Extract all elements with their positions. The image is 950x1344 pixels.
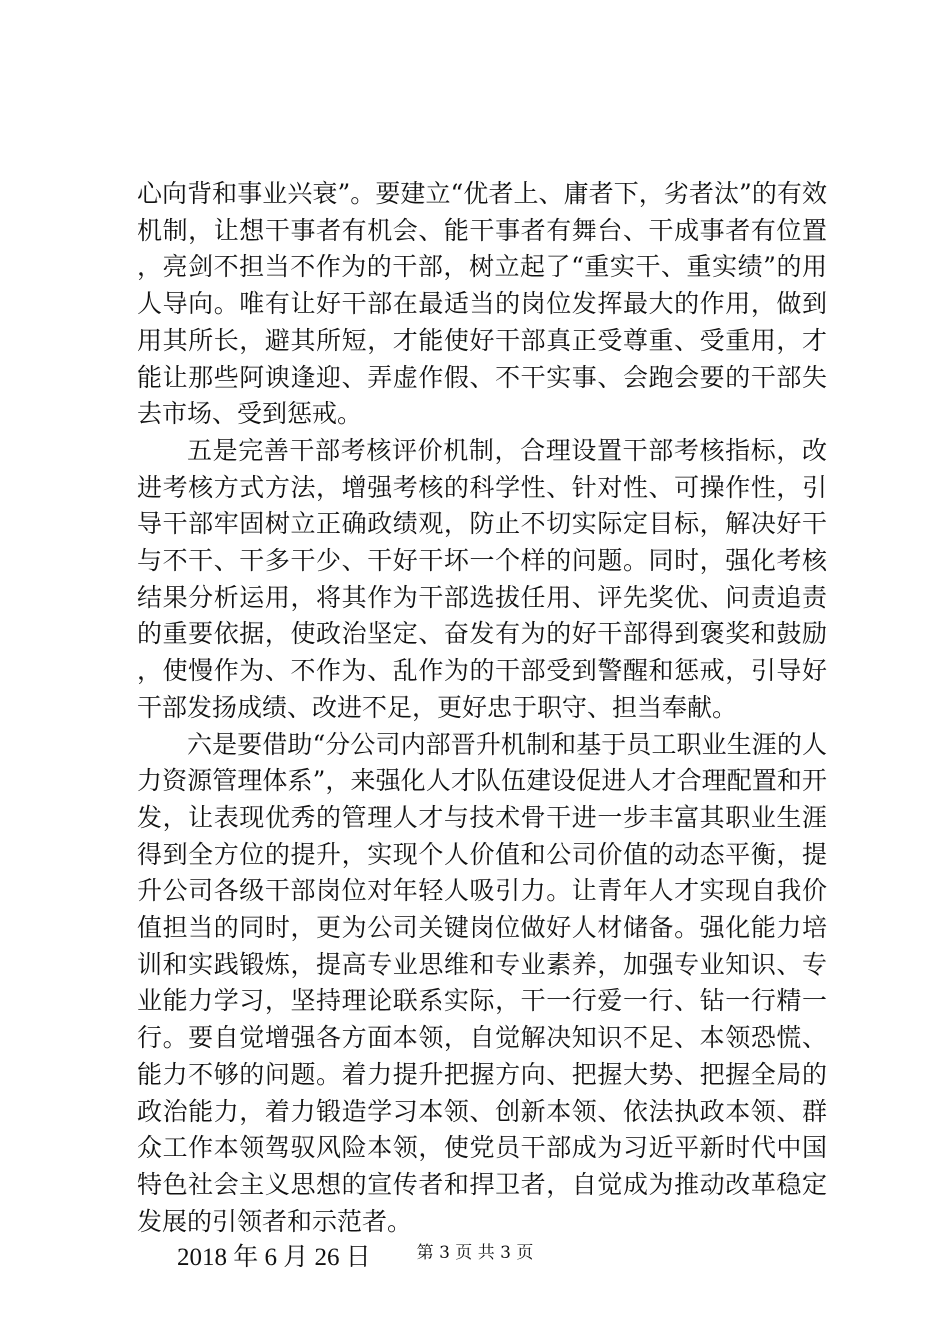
document-body bbox=[137, 176, 827, 1277]
page-footer: 第 3 页 共 3 页 bbox=[416, 1243, 534, 1263]
paragraph-continuation: 心向背和事业兴衰”。要建立“优者上、庸者下，劣者汰”的有效机制，让想干事者有机会、能干事者有舞台、干成事者有位置，亮剑不担当不作为的干部，树立起了“重实干、重实绩”的用人导向。唯有让好干部在最适当的岗位发挥最大的作用，做到用其所长，避其所短，才能使好干部真正受尊重、受重用，才能让那些阿谀逢迎、弄虚作假、不干实事、会跑会要的干部失去市场、受到惩戒。 bbox=[137, 179, 827, 429]
document-date: 2018 年 6 月 26 日 bbox=[177, 1244, 371, 1272]
paragraph-point-six: 六是要借助“分公司内部晋升机制和基于员工职业生涯的人力资源管理体系”，来强化人才队伍建设促进人才合理配置和开发，让表现优秀的管理人才与技术骨干进一步丰富其职业生涯得到全方位的提升，实现个人价值和公司价值的动态平衡，提升公司各级干部岗位对年轻人吸引力。让青年人才实现自我价值担当的同时，更为公司关键岗位做好人材储备。强化能力培训和实践锻炼，提高专业思维和专业素养，加强专业知识、专业能力学习，坚持理论联系实际，干一行爱一行、钻一行精一行。要自觉增强各方面本领，自觉解决知识不足、本领恐慌、能力不够的问题。着力提升把握方向、把握大势、把握全局的政治能力，着力锻造学习本领、创新本领、依法执政本领、群众工作本领驾驭风险本领，使党员干部成为习近平新时代中国特色社会主义思想的宣传者和捍卫者，自觉成为推动改革稳定发展的引领者和示范者。 bbox=[137, 729, 827, 1236]
paragraph-point-five: 五是完善干部考核评价机制，合理设置干部考核指标，改进考核方式方法，增强考核的科学性、针对性、可操作性，引导干部牢固树立正确政绩观，防止不切实际定目标，解决好干与不干、干多干少、干好干坏一个样的问题。同时，强化考核结果分析运用，将其作为干部选拔任用、评先奖优、问责追责的重要依据，使政治坚定、奋发有为的好干部得到褒奖和鼓励，使慢作为、不作为、乱作为的干部受到警醒和惩戒，引导好干部发扬成绩、改进不足，更好忠于职守、担当奉献。 bbox=[137, 435, 827, 722]
